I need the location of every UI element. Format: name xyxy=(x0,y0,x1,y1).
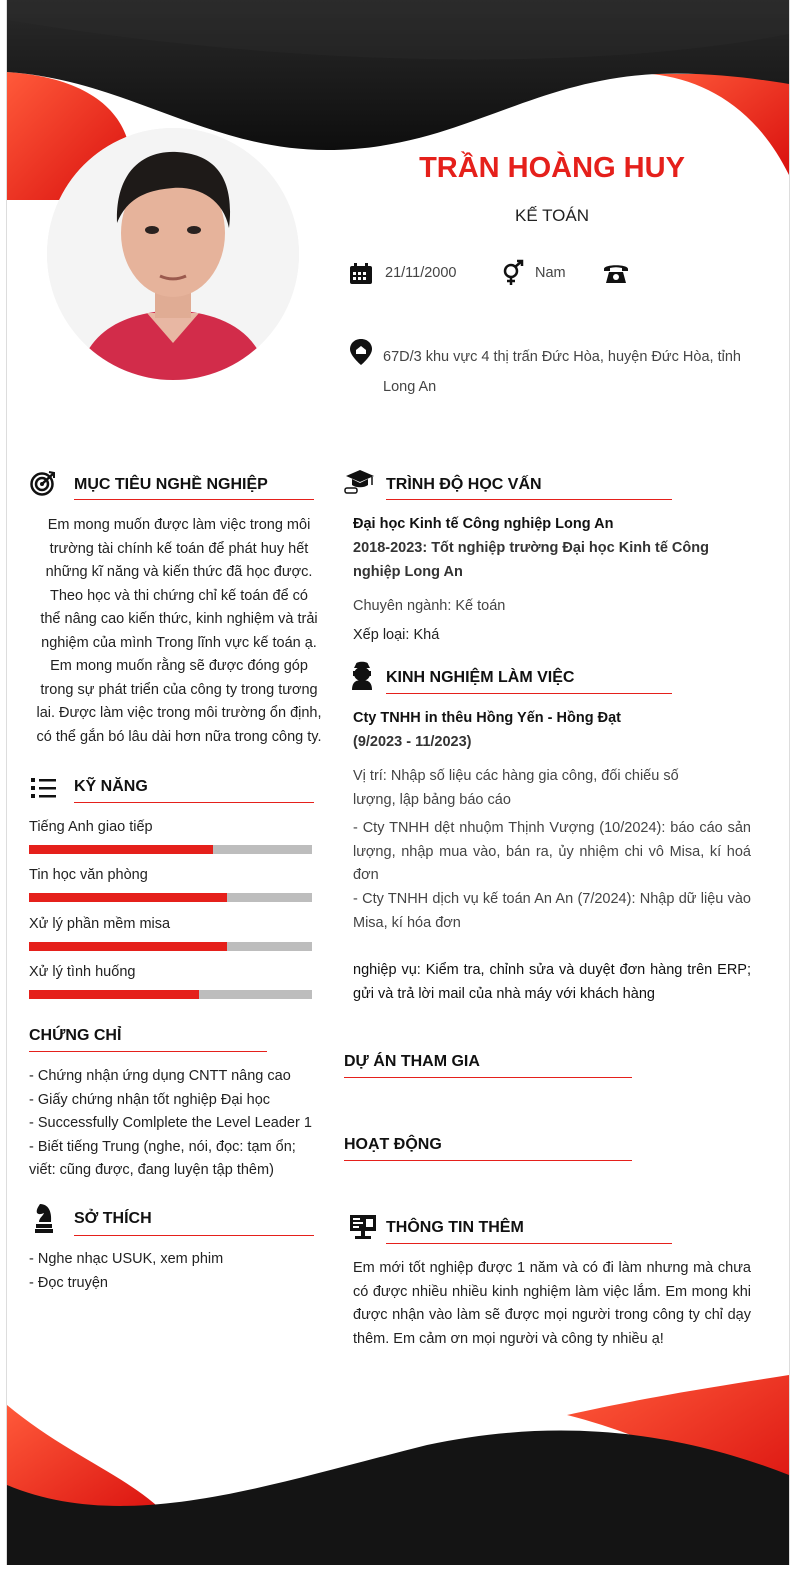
hobby-line: - Nghe nhạc USUK, xem phim xyxy=(29,1251,224,1267)
objective-underline xyxy=(74,499,314,500)
skill-bar-fill xyxy=(29,845,213,854)
projects-underline xyxy=(344,1077,632,1078)
experience-period: (9/2023 - 11/2023) xyxy=(353,734,472,750)
gender-value: Nam xyxy=(535,265,566,281)
skill-label: Xử lý phần mềm misa xyxy=(29,916,171,932)
skill-bar-track xyxy=(29,942,312,951)
calendar-icon xyxy=(349,263,373,285)
extra-underline xyxy=(386,1243,672,1244)
objective-line: Em mong muốn rằng sẽ được đóng góp xyxy=(50,658,308,674)
presentation-icon xyxy=(349,1214,377,1240)
graduation-cap-icon xyxy=(344,468,376,496)
education-period xyxy=(353,537,753,584)
birthday-value: 21/11/2000 xyxy=(385,265,457,281)
education-period-line: nghiệp Long An xyxy=(353,563,463,580)
objective-line: trường tài chính kế toán để phát huy hết xyxy=(49,540,309,557)
experience-underline xyxy=(386,693,672,694)
education-underline xyxy=(386,499,672,500)
certificates-underline xyxy=(29,1051,267,1052)
projects-title: DỰ ÁN THAM GIA xyxy=(344,1053,480,1070)
education-major: Chuyên ngành: Kế toán xyxy=(353,598,506,614)
certificate-line: viết: cũng được, đang luyện tập thêm) xyxy=(29,1162,274,1178)
skill-label: Tin học văn phòng xyxy=(29,867,148,883)
experience-title: KINH NGHIỆM LÀM VIỆC xyxy=(386,669,575,686)
experience-detail-2: - Cty TNHH dịch vụ kế toán An An (7/2024): Nhập dữ liệu vào Misa, kí hóa đơn xyxy=(353,891,751,931)
education-period-line: 2018-2023: Tốt nghiệp trường Đại học Kinh tế Công xyxy=(353,540,709,556)
gender-icon xyxy=(500,259,526,287)
skill-bar-fill xyxy=(29,893,227,902)
experience-detail-3: nghiệp vụ: Kiểm tra, chỉnh sửa và duyệt đơn hàng trên ERP; gửi và trả lời mail của nhà máy với khách hàng xyxy=(353,962,751,1002)
chess-knight-icon xyxy=(34,1202,54,1234)
skill-label: Tiếng Anh giao tiếp xyxy=(29,819,153,835)
objective-line: có thể gắn bó lâu dài hơn nữa trong công ty. xyxy=(36,728,322,745)
activities-underline xyxy=(344,1160,632,1161)
certificates-title: CHỨNG CHỈ xyxy=(29,1027,122,1044)
experience-position xyxy=(353,765,753,812)
objective-line: Theo học và thi chứng chỉ kế toán để có xyxy=(50,587,308,604)
bottom-wave-decoration xyxy=(7,1375,789,1565)
objective-text xyxy=(29,514,329,749)
education-rank: Xếp loại: Khá xyxy=(353,627,440,643)
briefcase-person-icon xyxy=(350,660,374,690)
list-icon xyxy=(30,777,58,799)
activities-title: HOẠT ĐỘNG xyxy=(344,1136,442,1153)
objective-line: thể nâng cao kiến thức, kinh nghiệm và trải xyxy=(40,611,318,627)
skill-bar-fill xyxy=(29,942,227,951)
certificates-text xyxy=(29,1065,329,1183)
skill-bar-track xyxy=(29,845,312,854)
objective-title: MỤC TIÊU NGHỀ NGHIỆP xyxy=(74,476,268,493)
skills-underline xyxy=(74,802,314,803)
hobbies-underline xyxy=(74,1235,314,1236)
candidate-name: TRẦN HOÀNG HUY xyxy=(419,152,685,184)
skill-bar-track xyxy=(29,893,312,902)
hobby-line: - Đọc truyện xyxy=(29,1274,108,1291)
extra-title: THÔNG TIN THÊM xyxy=(386,1219,524,1236)
experience-position-line: Vị trí: Nhập số liệu các hàng gia công, đối chiếu số xyxy=(353,768,679,784)
skill-label: Xử lý tình huống xyxy=(29,964,136,980)
objective-line: nghiệm của mình Trong lĩnh vực kế toán ạ. xyxy=(41,634,317,651)
target-icon xyxy=(30,470,58,496)
experience-detail-1: - Cty TNHH dệt nhuộm Thịnh Vượng (10/2024): báo cáo sản lượng, nhập mua vào, bán ra, ủy nhiệm chi vô Misa, kí hoá đơn xyxy=(353,820,751,883)
skill-bar-fill xyxy=(29,990,199,999)
address-value: 67D/3 khu vực 4 thị trấn Đức Hòa, huyện Đức Hòa, tỉnh Long An xyxy=(383,349,741,395)
hobbies-text xyxy=(29,1248,329,1295)
location-icon xyxy=(349,338,373,366)
objective-line: những kĩ năng và kiến thức đã học được. xyxy=(45,564,313,580)
experience-company: Cty TNHH in thêu Hồng Yến - Hồng Đạt xyxy=(353,710,621,726)
experience-position-line: lượng, lập bảng báo cáo xyxy=(353,791,511,808)
certificate-line: - Biết tiếng Trung (nghe, nói, đọc: tạm ổn; xyxy=(29,1138,296,1155)
education-school: Đại học Kinh tế Công nghiệp Long An xyxy=(353,516,614,532)
certificate-line: - Successfully Comlplete the Level Leader 1 xyxy=(29,1115,312,1131)
profile-photo xyxy=(47,128,299,380)
skill-bar-track xyxy=(29,990,312,999)
skills-title: KỸ NĂNG xyxy=(74,778,148,795)
extra-text: Em mới tốt nghiệp được 1 năm và có đi làm nhưng mà chưa có được nhiều nhiều kinh nghiệm làm việc lắm. Em mong khi được nhận vào làm sẽ được mọi người trong công ty chỉ dạy thêm. Em cảm ơn mọi người và công ty nhiều ạ! xyxy=(353,1260,751,1347)
objective-line: lai. Được làm việc trong môi trường ổn định, xyxy=(36,705,322,721)
candidate-role: KẾ TOÁN xyxy=(514,206,589,225)
cv-page xyxy=(6,0,790,1565)
phone-icon xyxy=(603,262,629,284)
certificate-line: - Giấy chứng nhận tốt nghiệp Đại học xyxy=(29,1091,271,1108)
education-title: TRÌNH ĐỘ HỌC VẤN xyxy=(386,476,542,493)
objective-line: trong sự phát triển của công ty trong tương xyxy=(40,681,318,698)
hobbies-title: SỞ THÍCH xyxy=(74,1210,152,1227)
certificate-line: - Chứng nhận ứng dụng CNTT nâng cao xyxy=(29,1068,291,1084)
objective-line: Em mong muốn được làm việc trong môi xyxy=(47,517,311,533)
